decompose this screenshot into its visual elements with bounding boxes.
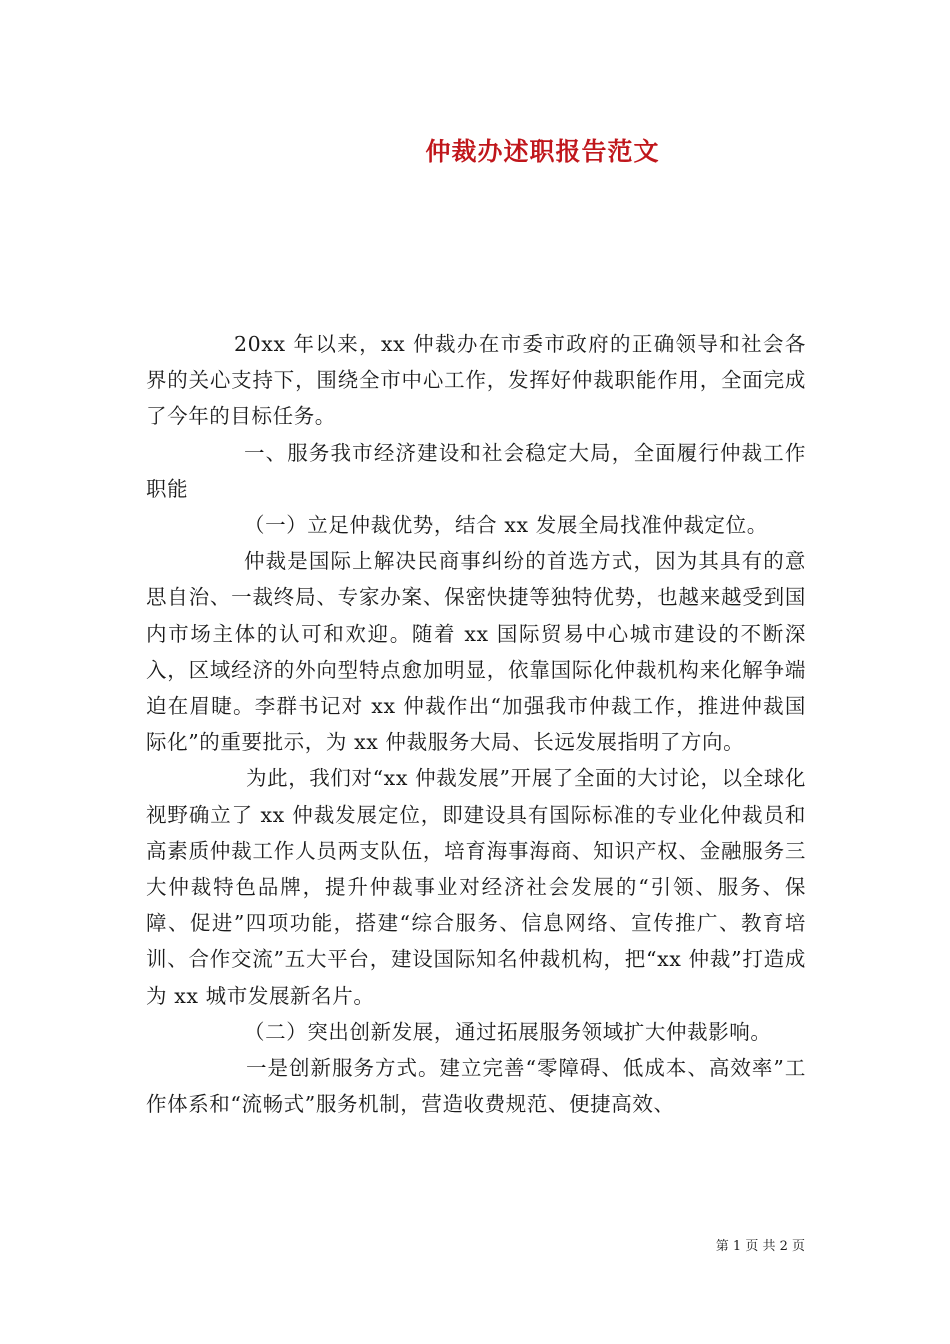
paragraph-service-innovation: 一是创新服务方式。建立完善“零障碍、低成本、高效率”工作体系和“流畅式”服务机制，营造收费规范、便捷高效、 [146, 1056, 806, 1117]
paragraph-intro: 20xx 年以来，xx 仲裁办在市委市政府的正确领导和社会各界的关心支持下，围绕全市中心工作，发挥好仲裁职能作用，全面完成了今年的目标任务。 [146, 332, 806, 429]
paragraph-development-positioning: 为此，我们对“xx 仲裁发展”开展了全面的大讨论，以全球化视野确立了 xx 仲裁发展定位，即建设具有国际标准的专业化仲裁员和高素质仲裁工作人员两支队伍，培育海事海商、知识产权、金融服务三大仲裁特色品牌，提升仲裁事业对经济社会发展的“引领、服务、保障、促进”四项功能，搭建“综合服务、信息网络、宣传推广、教育培训、合作交流”五大平台，建设国际知名仲裁机构，把“xx 仲裁”打造成为 xx 城市发展新名片。 [146, 766, 806, 1008]
document-body [146, 326, 806, 1122]
subsection-heading-2: （二）突出创新发展，通过拓展服务领域扩大仲裁影响。 [244, 1019, 772, 1044]
subsection-heading-1: （一）立足仲裁优势，结合 xx 发展全局找准仲裁定位。 [244, 513, 768, 538]
paragraph-arbitration-advantages: 仲裁是国际上解决民商事纠纷的首选方式，因为其具有的意思自治、一裁终局、专家办案、保密快捷等独特优势，也越来越受到国内市场主体的认可和欢迎。随着 xx 国际贸易中心城市建设的不断深入，区域经济的外向型特点愈加明显，依靠国际化仲裁机构来化解争端迫在眉睫。李群书记对 xx 仲裁作出“加强我市仲裁工作，推进仲裁国际化”的重要批示，为 xx 仲裁服务大局、长远发展指明了方向。 [146, 549, 806, 755]
document-title: 仲裁办述职报告范文 [425, 137, 660, 166]
page-number-footer: 第 1 页 共 2 页 [715, 1239, 805, 1254]
section-heading-1: 一、服务我市经济建设和社会稳定大局，全面履行仲裁工作职能 [146, 440, 806, 501]
